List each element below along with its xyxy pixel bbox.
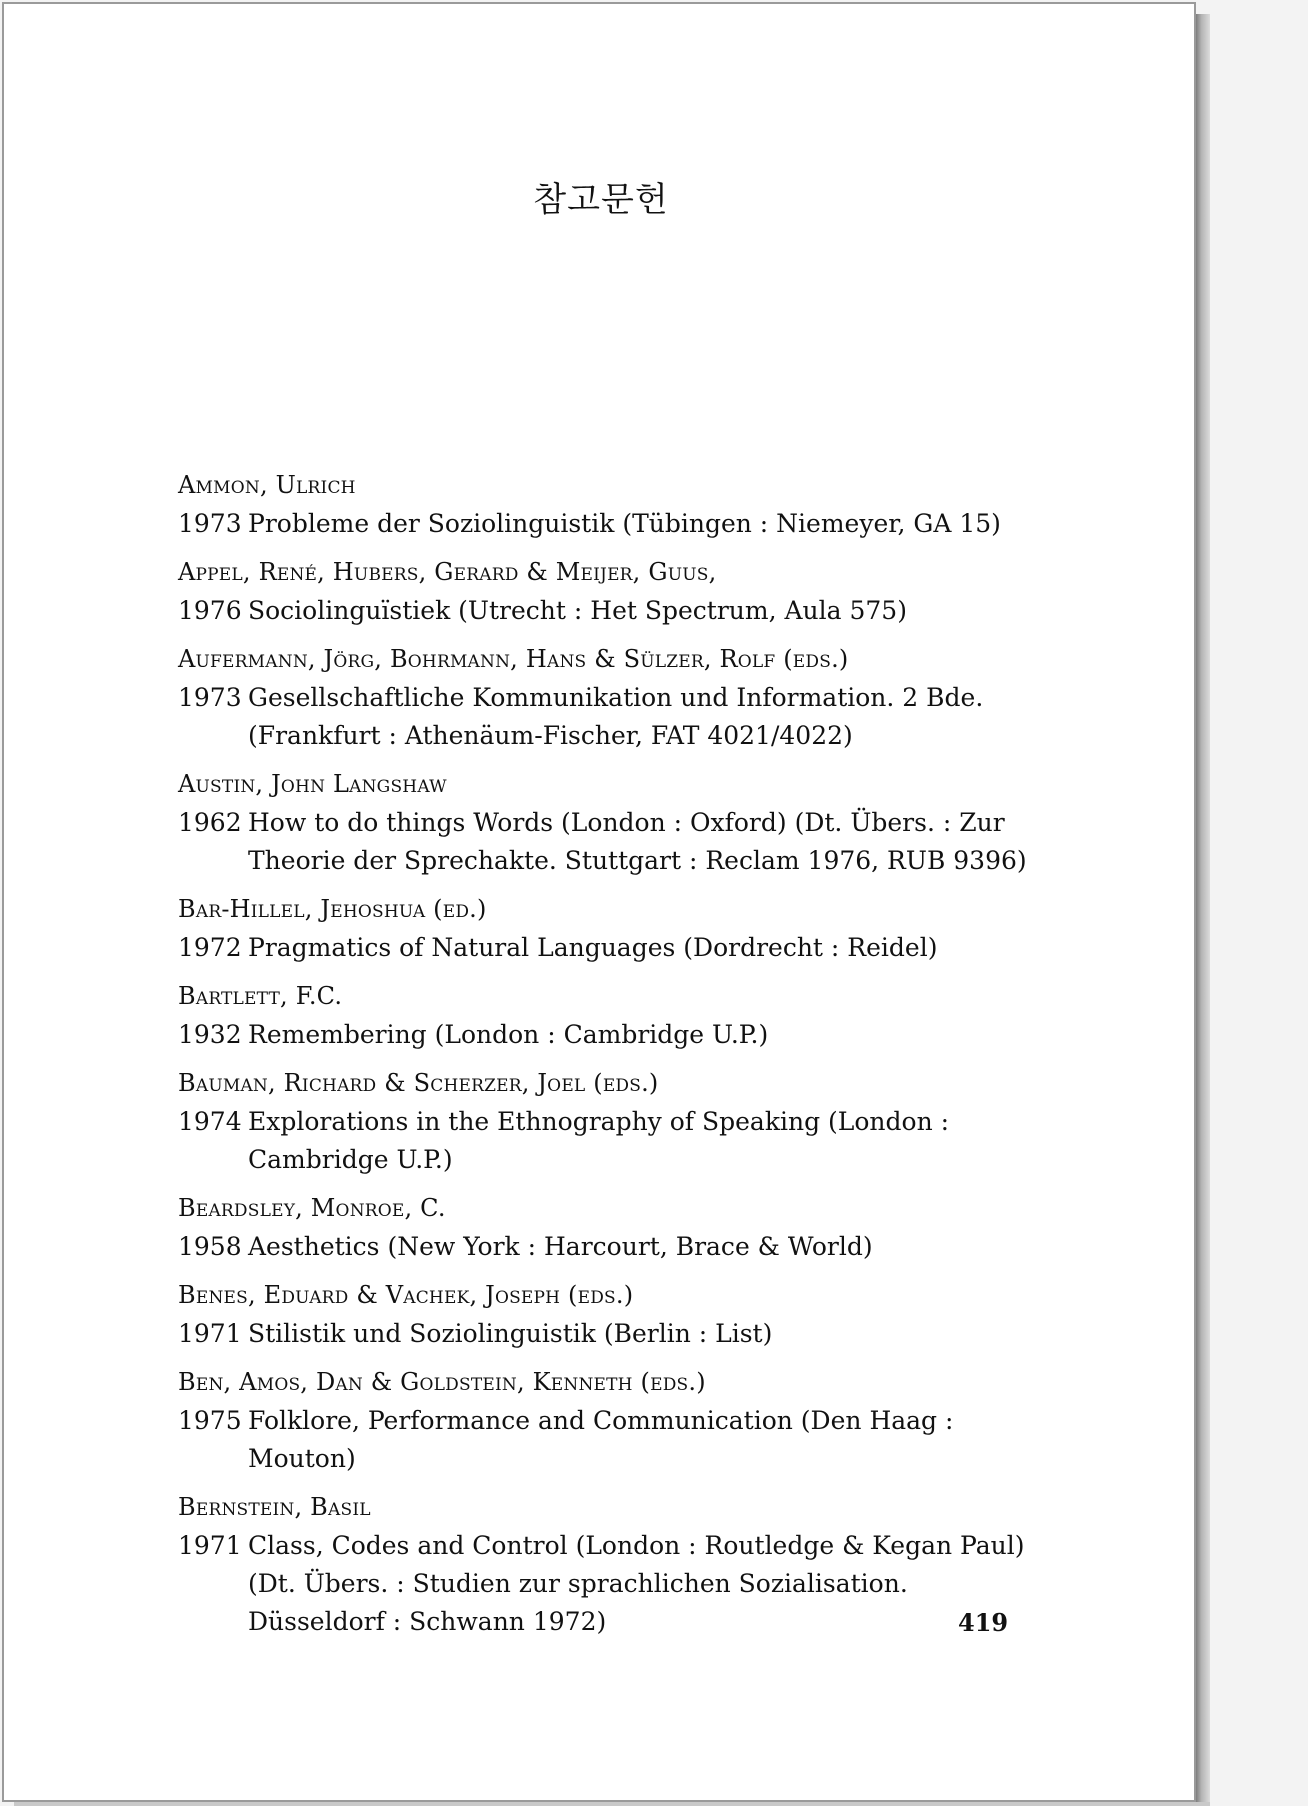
reference-year: 1958 (178, 1232, 242, 1261)
reference-text: How to do things Words (London : Oxford) (Dt. Übers. : Zur Theorie der Sprechakte. Stuttgart : Reclam 1976, RUB 9396) (248, 808, 1027, 875)
reference-work (178, 1103, 1038, 1179)
reference-work (178, 1527, 1038, 1641)
reference-entry (178, 1280, 1038, 1353)
document-page (2, 2, 1196, 1802)
reference-author: Austin, John Langshaw (178, 770, 447, 798)
reference-author: Bartlett, F.C. (178, 982, 343, 1010)
reference-year: 1973 (178, 509, 242, 538)
reference-work (178, 679, 1038, 755)
reference-author: Appel, René, Hubers, Gerard & Meijer, Guus, (178, 558, 717, 586)
reference-entry (178, 1367, 1038, 1478)
reference-text: Aesthetics (New York : Harcourt, Brace & World) (248, 1232, 873, 1261)
reference-year: 1971 (178, 1319, 242, 1348)
reference-text: Stilistik und Soziolinguistik (Berlin : List) (248, 1319, 773, 1348)
reference-author: Aufermann, Jörg, Bohrmann, Hans & Sülzer, Rolf (eds.) (178, 645, 849, 673)
reference-work (178, 505, 1038, 543)
page-edge-shadow (1196, 14, 1210, 1804)
reference-year: 1932 (178, 1020, 242, 1049)
reference-author: Bernstein, Basil (178, 1493, 371, 1521)
reference-work (178, 1016, 1038, 1054)
reference-author: Bauman, Richard & Scherzer, Joel (eds.) (178, 1069, 659, 1097)
reference-year: 1962 (178, 808, 242, 837)
reference-entry (178, 1193, 1038, 1266)
page-bottom-shadow (14, 1802, 1210, 1806)
reference-text: Probleme der Soziolinguistik (Tübingen : Niemeyer, GA 15) (248, 509, 1001, 538)
reference-entry (178, 557, 1038, 630)
reference-text: Class, Codes and Control (London : Routledge & Kegan Paul) (Dt. Übers. : Studien zur sprachlichen Sozialisation. Düsseldorf : Schwann 1972) (248, 1531, 1025, 1636)
reference-entry (178, 644, 1038, 755)
page-number: 419 (958, 1608, 1009, 1637)
reference-entry (178, 894, 1038, 967)
reference-text: Pragmatics of Natural Languages (Dordrecht : Reidel) (248, 933, 938, 962)
reference-text: Explorations in the Ethnography of Speaking (London : Cambridge U.P.) (248, 1107, 950, 1174)
reference-entry (178, 470, 1038, 543)
reference-work (178, 1228, 1038, 1266)
reference-entry (178, 1068, 1038, 1179)
reference-work (178, 1315, 1038, 1353)
reference-text: Sociolinguïstiek (Utrecht : Het Spectrum, Aula 575) (248, 596, 907, 625)
reference-year: 1971 (178, 1531, 242, 1560)
page-title: 참고문헌 (533, 180, 669, 220)
reference-work (178, 929, 1038, 967)
reference-entry (178, 981, 1038, 1054)
reference-author: Benes, Eduard & Vachek, Joseph (eds.) (178, 1281, 634, 1309)
reference-entry (178, 769, 1038, 880)
reference-year: 1975 (178, 1406, 242, 1435)
reference-work (178, 804, 1038, 880)
reference-text: Folklore, Performance and Communication (Den Haag : Mouton) (248, 1406, 954, 1473)
reference-author: Ben, Amos, Dan & Goldstein, Kenneth (eds.) (178, 1368, 706, 1396)
reference-work (178, 592, 1038, 630)
reference-year: 1972 (178, 933, 242, 962)
reference-entry (178, 1492, 1038, 1641)
reference-author: Bar-Hillel, Jehoshua (ed.) (178, 895, 487, 923)
reference-text: Gesellschaftliche Kommunikation und Information. 2 Bde. (Frankfurt : Athenäum-Fischer, FAT 4021/4022) (248, 683, 984, 750)
reference-list (178, 470, 1038, 1655)
reference-text: Remembering (London : Cambridge U.P.) (248, 1020, 769, 1049)
reference-year: 1973 (178, 683, 242, 712)
reference-author: Beardsley, Monroe, C. (178, 1194, 446, 1222)
reference-year: 1974 (178, 1107, 242, 1136)
reference-year: 1976 (178, 596, 242, 625)
reference-work (178, 1402, 1038, 1478)
reference-author: Ammon, Ulrich (178, 471, 356, 499)
